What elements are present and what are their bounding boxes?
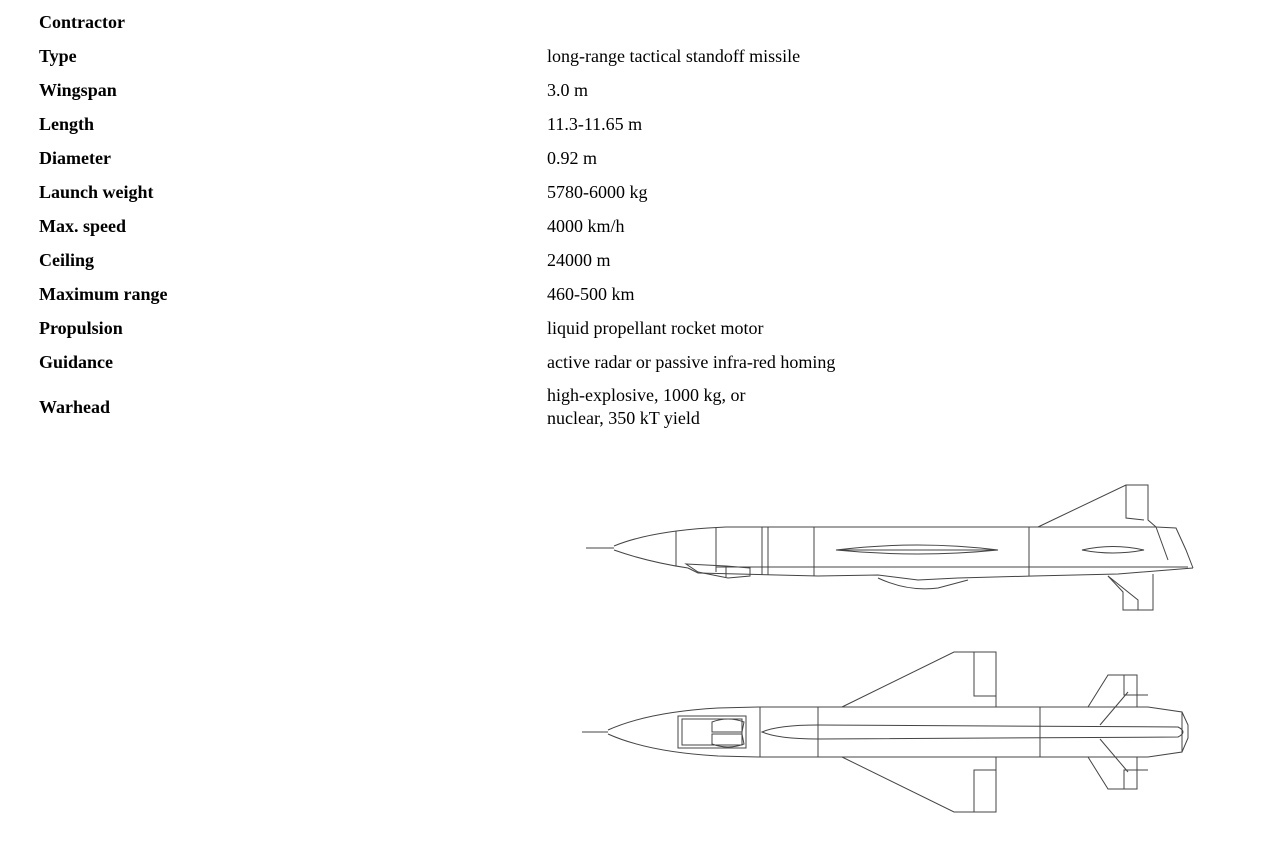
top-tail-fin-upper (1088, 675, 1137, 707)
missile-top-view (582, 652, 1188, 812)
spec-label: Guidance (39, 351, 114, 372)
spec-label: Maximum range (39, 283, 168, 304)
side-tail-taper (1156, 527, 1193, 568)
side-dorsal-fin-inner (1126, 485, 1144, 520)
spec-value: 11.3-11.65 m (547, 113, 643, 134)
spec-row-wingspan (39, 73, 1219, 107)
spec-value: 4000 km/h (547, 215, 625, 236)
top-wing-lower-tip (974, 770, 996, 812)
spec-label: Wingspan (39, 79, 117, 100)
spec-row-maximum-range (39, 277, 1219, 311)
spec-label: Type (39, 45, 77, 66)
side-ventral-fin (1108, 574, 1153, 610)
spec-label: Launch weight (39, 181, 154, 202)
top-wing-upper-tip (974, 652, 996, 696)
top-seeker-window (712, 719, 744, 732)
spec-value: 5780-6000 kg (547, 181, 648, 202)
top-wing-lower (842, 757, 996, 812)
spec-value: liquid propellant rocket motor (547, 317, 764, 338)
spec-label: Max. speed (39, 215, 126, 236)
warhead-line-1: high-explosive, 1000 kg, or (547, 385, 746, 405)
top-tail-fin-lower-brace (1100, 739, 1128, 772)
spec-value: 0.92 m (547, 147, 598, 168)
side-fuselage-bottom (688, 568, 1193, 580)
spec-label: Length (39, 113, 95, 134)
side-tail-inner (1156, 527, 1168, 560)
missile-drawing-svg (578, 480, 1202, 820)
spec-row-contractor (39, 5, 1219, 39)
spec-value (547, 379, 1219, 435)
side-tail-fairing (1082, 547, 1144, 554)
side-ventral-scoop (686, 564, 750, 578)
spec-value: 3.0 m (547, 79, 589, 100)
side-nose-upper (614, 527, 726, 546)
spec-value: 24000 m (547, 249, 611, 270)
top-tail-fin-lower (1088, 757, 1137, 789)
top-wing-upper (842, 652, 996, 707)
spec-label: Warhead (39, 396, 111, 417)
spec-value (547, 5, 1219, 39)
missile-line-drawing (578, 480, 1202, 820)
spec-value: active radar or passive infra-red homing (547, 351, 836, 372)
top-central-spine (762, 725, 1183, 739)
spec-row-warhead (39, 379, 1219, 435)
missile-side-view (586, 485, 1193, 610)
spec-value: long-range tactical standoff missile (547, 45, 801, 66)
spec-value: 460-500 km (547, 283, 635, 304)
spec-label: Contractor (39, 11, 125, 32)
spec-row-max-speed (39, 209, 1219, 243)
spec-row-length (39, 107, 1219, 141)
spec-row-ceiling (39, 243, 1219, 277)
spec-label: Diameter (39, 147, 111, 168)
spec-row-guidance (39, 345, 1219, 379)
spec-label: Propulsion (39, 317, 123, 338)
warhead-line-2: nuclear, 350 kT yield (547, 408, 700, 428)
top-tail-fin-lower-tip (1124, 770, 1148, 789)
spec-row-diameter (39, 141, 1219, 175)
specifications-table (39, 5, 1219, 435)
side-nose-lower (614, 550, 688, 568)
top-tail-fin-upper-brace (1100, 692, 1128, 725)
spec-label: Ceiling (39, 249, 95, 270)
spec-row-type (39, 39, 1219, 73)
spec-row-launch-weight (39, 175, 1219, 209)
spec-row-propulsion (39, 311, 1219, 345)
side-dorsal-fin (1038, 485, 1156, 527)
